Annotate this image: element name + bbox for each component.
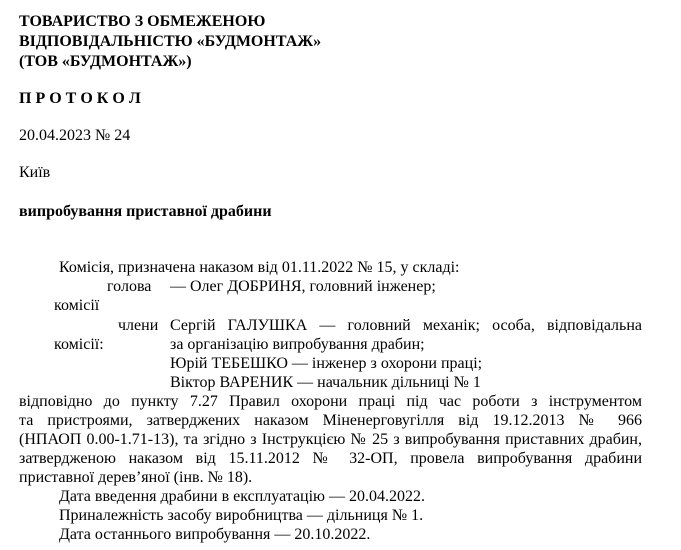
document-city: Київ bbox=[19, 164, 51, 181]
body-line-1: відповідно до пункту 7.27 Правил охорони праці під час роботи з інструментом bbox=[19, 393, 642, 410]
body-line-5: приставної дерев’яної (інв. № 18). bbox=[19, 469, 253, 486]
commission-member-1-continued: за організацію випробування драбин; bbox=[170, 336, 425, 353]
head-label: голова bbox=[107, 278, 152, 295]
org-name-line-3: (ТОВ «БУДМОНТАЖ») bbox=[19, 53, 192, 70]
members-label: члени bbox=[118, 317, 159, 334]
body-line-2: та пристроями, затверджених наказом Міненерговугілля від 19.12.2013 № 966 bbox=[19, 412, 642, 429]
document-type: П Р О Т О К О Л bbox=[19, 90, 141, 107]
document-date-number: 20.04.2023 № 24 bbox=[19, 127, 131, 144]
commission-intro: Комісія, призначена наказом від 01.11.2022 № 15, у складі: bbox=[59, 259, 460, 276]
commission-member-2: Юрій ТЕБЕШКО — інженер з охорони праці; bbox=[170, 355, 483, 372]
body-line-4: затвердженою наказом від 15.11.2012 № 32-ОП, провела випробування драбини bbox=[19, 450, 642, 467]
commission-member-3: Віктор ВАРЕНИК — начальник дільниці № 1 bbox=[170, 374, 481, 391]
fact-date-in-service: Дата введення драбини в експлуатацію — 20.04.2022. bbox=[59, 488, 425, 505]
members-label-continued: комісії: bbox=[54, 336, 104, 353]
org-name-line-1: ТОВАРИСТВО З ОБМЕЖЕНОЮ bbox=[19, 13, 266, 30]
commission-head: — Олег ДОБРИНЯ, головний інженер; bbox=[170, 278, 436, 295]
document-subject: випробування приставної драбини bbox=[19, 203, 272, 220]
body-line-3: (НПАОП 0.00-1.71-13), та згідно з Інструкцією № 25 з випробування приставних драбин, bbox=[19, 431, 642, 448]
org-name-line-2: ВІДПОВІДАЛЬНІСТЮ «БУДМОНТАЖ» bbox=[19, 33, 322, 50]
head-label-continued: комісії bbox=[54, 297, 100, 314]
fact-last-test: Дата останнього випробування — 20.10.2022. bbox=[59, 526, 371, 543]
commission-member-1: Сергій ГАЛУШКА — головний механік; особа, відповідальна bbox=[170, 317, 642, 334]
fact-belonging: Приналежність засобу виробництва — дільниця № 1. bbox=[59, 507, 424, 524]
